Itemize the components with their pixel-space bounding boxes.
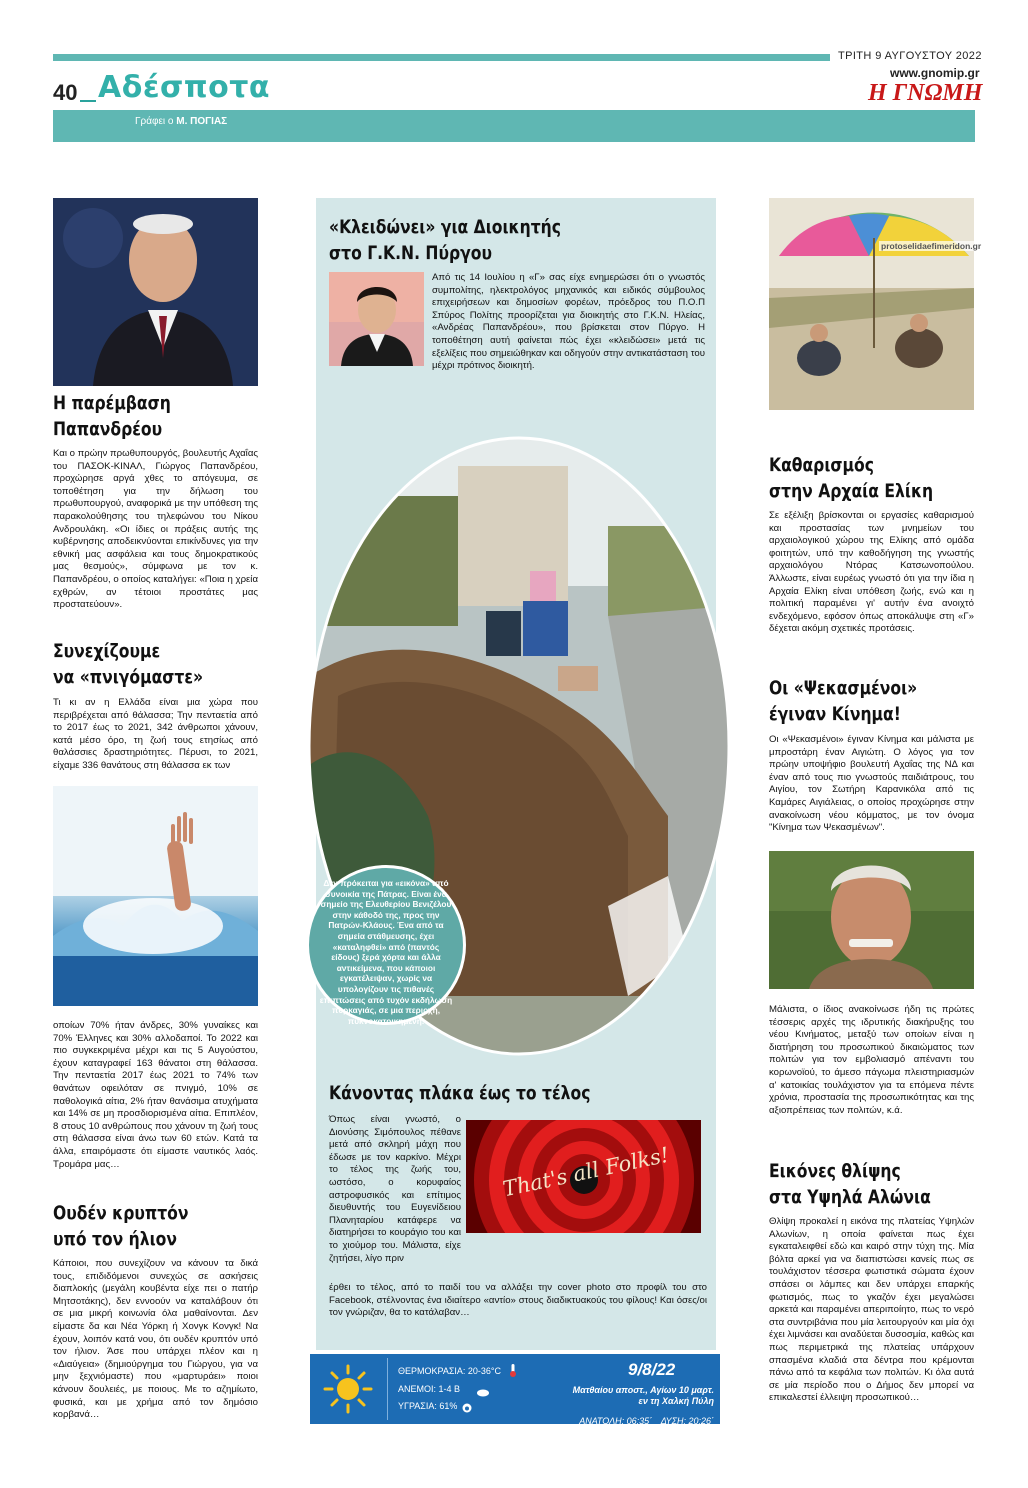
section-title: Αδέσποτα [98,70,270,105]
title-line-2: στα Υψηλά Αλώνια [769,1186,931,1208]
title-line-1: Οι «Ψεκασμένοι» [769,677,918,699]
article-ypsila-alonia-title [769,1158,931,1210]
photo-caption-text: Δεν πρόκειται για «εικόνα» από συνοικία της Πάτρας. Είναι ένα σημείο της Ελευθερίου Βενιζέλου στην κάθοδό της, προς την Πατρών-Κλάους. Ένα από τα σημεία στάθμευσης, έχει «καταληφθεί» από (παντός είδους) ξερά χόρτα και άλλα αντικείμενα, που κάποιοι εγκατέλειψαν, χωρίς να υπολογίζουν τις πιθανές επιπτώσεις από τυχόν εκδήλωση πυρκαγιάς, σε μια περιοχή, πυκνοκατοικημένη. [319,878,453,1026]
article-ypsila-alonia-body: Θλίψη προκαλεί η εικόνα της πλατείας Υψηλών Αλωνίων, η οποία φαίνεται πως έχει εγκαταλειφθεί εδώ και καιρό στην τύχη της. Μία βόλτα αρκεί για να διαπιστώσει κανείς πως σε τουλάχιστον τέσσερα φωτιστικά σώματα έχουν σπάσει οι λάμπες και δεν υπάρχει επαρκής φωτισμός, πως το γκαζόν έχει μεγαλώσει αρκετά και παραμένει απεριποίητο, πως το νερό στα συντριβάνια που μία λειτουργούν και μία όχι έχει λιμνάσει και αναδύεται δυσοσμία, καθώς και πως περιμετρικά της πλατείας υπάρχουν σπασμένα κλαδιά στα δέντρα που κρέμονται πάνω από τα κεφάλια των πολιτών. Κι όλα αυτά σε μία περίοδο που ο Δήμος δεν μπορεί να επικαλεστεί έλλειψη προσωπικού… [769,1216,974,1404]
papandreou-photo [53,198,258,386]
article-drowning-body-2: οποίων 70% ήταν άνδρες, 30% γυναίκες και 70% Έλληνες και 30% αλλοδαποί. Το 2022 και πιο συγκεκριμένα μέχρι και τις 5 Αυγούστου, έχουν καταγραφεί 163 θάνατοι στη θάλασσα. Την πενταετία 2017 έως 2021 το 74% των θανάτων οφειλόταν σε πνιγμό, 10% σε παθολογικά αίτια, 2% ήταν θανάσιμα ατυχήματα και 14% σε μη προσδιορισμένα αίτια. Επιπλέον, 8 στους 10 ανθρώπους που χάνουν τη ζωή τους στη θάλασσα είναι άνω των 60 ετών. Κατά τα άλλα, επαιρόμαστε ότι είμαστε ναυτικός λαός. Τρομάρα μας… [53,1020,258,1170]
weather-humidity: ΥΓΡΑΣΙΑ: 61% [398,1401,458,1411]
sunset-time: ΔΥΣΗ: 20:26΄ [660,1416,714,1426]
page-number: 40 [53,80,78,105]
sunrise-time: ΑΝΑΤΟΛΗ: 06:35΄ [579,1416,653,1426]
weather-date: 9/8/22 [628,1360,676,1379]
header-top-bar [53,54,830,61]
title-line-1: Εικόνες θλίψης [769,1160,901,1182]
article-sprayed-body-2: Μάλιστα, ο ίδιος ανακοίνωσε ήδη τις πρώτες τέσσερις αρχές της ιδρυτικής διακήρυξης του νέου Κινήματος, μεταξύ των οποίων είναι η διατήρηση του προσωπικού δικαιώματος των πολιτών για τον εμβολιασμό απέναντι του κορωνοϊού, το άμεσο πάγωμα πλειστηριασμών α' κατοικίας τουλάχιστον για τα επόμενα πέντε χρόνια, προστασία της προσωπικότητας και της αξιοπρέπειας των πολιτών, κ.ά. [769,1004,974,1116]
byline-author: Μ. ΠΟΓΙΑΣ [176,116,228,127]
drowning-hand-photo [53,786,258,1006]
site-url[interactable]: www.gnomip.gr [890,66,980,80]
humidity-icon [462,1400,472,1410]
article-joking-body-narrow: Όπως είναι γνωστό, ο Διονύσης Σιμόπουλος πέθανε μετά από σκληρή μάχη που έδωσε με τον καρκίνο. Μέχρι το τέλος της ζωής του, ωστόσο, ο κορυφαίος αστροφυσικός και επίτιμος διευθυντής του Ευγενίδειου Πλανηταρίου κατάφερε να διατηρήσει το κουράγιο του και το χιούμορ του. Μάλιστα, είχε ζητήσει, λίγο πριν [329,1114,461,1264]
article-nothing-hidden-title [53,1200,189,1252]
weather-temperature: ΘΕΡΜΟΚΡΑΣΙΑ: 20-36°C [398,1366,502,1376]
article-papandreou-body: Και ο πρώην πρωθυπουργός, βουλευτής Αχαΐας του ΠΑΣΟΚ-ΚΙΝΑΛ, Γιώργος Παπανδρέου, προχώρησε αργά χθες το απόγευμα, σε τοποθέτηση για την δήλωση του πρωθυπουργού, αναφορικά με την υπόθεση της παρακολούθησης του τηλεφώνου του Νίκου Ανδρουλάκη. «Οι ίδιες οι πράξεις αυτής της κυβέρνησης αποδεικνύονται επικίνδυνες για την εθνική μας ασφάλεια και τους δημοκρατικούς μας θεσμούς», σύμφωνα με τον κ. Παπανδρέου, ο οποίος καταλήγει: «Ποια η χρεία εχθρών, αν τέτοιοι προστάτες μας προστατεύουν». [53,448,258,611]
thermometer-icon [508,1364,518,1377]
title-line-1: «Κλειδώνει» για Διοικητής [329,216,561,238]
article-drowning-body-1: Τι κι αν η Ελλάδα είναι μια χώρα που περιβρέχεται από θάλασσα; Την πενταετία από το 2017 έως το 2021, 342 άνθρωποι χάνουν, κατά μέσο όρο, τη ζωή τους ετησίως από θαλάσσιες δραστηριότητες. Πέρυσι, το 2021, είχαμε 336 θανάτους στη θάλασσα εκ των [53,697,258,771]
article-eliki-title [769,452,933,504]
byline-prefix: Γράφει ο [135,116,174,127]
sun-icon [310,1354,387,1424]
title-line-2: να «πνιγόμαστε» [53,666,204,688]
title-line-2: υπό τον ήλιον [53,1228,177,1250]
article-eliki-body: Σε εξέλιξη βρίσκονται οι εργασίες καθαρισμού και προστασίας των μνημείων του αρχαιολογικού χώρου της Ελίκης από ομάδα φοιτητών, υπό την καθοδήγηση της γνωστής αρχαιολόγου Ντόρας Κατσωνοπούλου. Άλλωστε, είναι ευρέως γνωστό ότι για την ίδια η Αρχαία Ελίκη είναι υπόθεση ζωής, ενώ και η πολιτική παραμένει γι' αυτήν ένα ανοιχτό ενδεχόμενο, εφόσον όπως αποκάλυψε στη «Γ» δέχεται ακόμη σχετικές προτάσεις. [769,510,974,635]
title-line-1: Η παρέμβαση [53,392,171,414]
weather-separator [387,1358,388,1420]
weather-sun-times [538,1416,714,1426]
title-line-1: Καθαρισμός [769,454,874,476]
article-sprayed-body-1: Οι «Ψεκασμένοι» έγιναν Κίνημα και μάλιστα με μπροστάρη έναν Αιγιώτη. Ο λόγος για τον πρώην υποψήφιο βουλευτή Αχαΐας της ΝΔ και έναν από τους πιο γνωστούς παιδιάτρους, του Αιγίου, τον Σωτήρη Καρανικόλα από τις Καμάρες Αιγιάλειας, ο οποίος προχώρησε στην ανακοίνωση νέου κόμματος, με τον όνομα "Κίνημα των Ψεκασμένων". [769,734,974,834]
politis-portrait-photo [329,272,424,366]
title-line-2: Παπανδρέου [53,418,163,440]
page-number-underline [80,100,96,102]
watermark: protoselidaefimeridon.gr [881,241,982,251]
thats-all-folks-text: That's all Folks! [500,1142,672,1202]
article-papandreou-title [53,390,171,442]
weather-feast-days [544,1385,714,1407]
title-line-1: Συνεχίζουμε [53,640,161,662]
title-line-1: Ουδέν κρυπτόν [53,1202,189,1224]
article-joking-title: Κάνοντας πλάκα έως το τέλος [329,1082,591,1104]
article-director-body: Από τις 14 Ιουλίου η «Γ» σας είχε ενημερώσει ότι ο γνωστός συμπολίτης, ηλεκτρολόγος μηχανικός και ειδικός σύμβουλος επιχειρήσεων και δημοσίων φορέων, πρόεδρος του Π.Ο.Π Σπύρος Πολίτης προορίζεται για διοικητής στο Γ.Κ.Ν. Ηλείας, «Ανδρέας Παπανδρέου», που βρίσκεται στον Πύργο. Η τοποθέτηση αυτή φαίνεται πώς έχει «κλειδώσει» μετά τις εξελίξεις που σημειώθηκαν και οδηγούν στην αντικατάσταση του μέχρι πρότινος διοικητή. [432,272,705,372]
article-nothing-hidden-body: Κάποιοι, που συνεχίζουν να κάνουν τα δικά τους, επιδιδόμενοι συνεχώς σε ασκήσεις διαπλοκής (μεγάλη κουβέντα είχε πει ο πατήρ Μητσοτάκης), δεν εννοούν να καταλάβουν ότι σε μια μικρή κοινωνία όλα μαθαίνονται. Δεν είμαστε δα και Νέα Υόρκη ή Χονγκ Κονγκ! Να έχουν, λοιπόν κατά νου, ότι ουδέν κρυπτόν υπό τον ήλιον. Άσε που υπάρχει πλέον και η «Διαύγεια» (δημιούργημα του Γιώργου, για να μην ξεχνιόμαστε) που «μαρτυράει» ποιοι κάνουν δουλειές, με ποιους. Με το αζημίωτο, φυσικά, και με χρήμα από τον δημόσιο κορβανά… [53,1258,258,1421]
ancient-eliki-photo [769,198,974,410]
thats-all-folks-image [466,1120,701,1233]
weather-wind: ΑΝΕΜΟΙ: 1-4 B [398,1384,461,1394]
article-sprayed-title [769,675,917,727]
title-line-2: στο Γ.Κ.Ν. Πύργου [329,242,492,264]
article-joking-body-wide: έρθει το τέλος, από το παιδί του να αλλάξει την cover photo στο προφίλ του στο Facebook, στέλνοντας ένα ιδιαίτερο «αντίο» στους διαδικτυακούς του φίλους! Και όσες/οι τον γνώριζαν, θα το κατάλαβαν… [329,1282,707,1319]
newspaper-logo: Η ΓΝΩΜΗ [868,80,983,106]
article-director-title [329,214,561,266]
karanikolas-photo [769,851,974,989]
feast-line-1: Ματθαίου αποστ., Αγίων 10 μαρτ. [572,1385,714,1395]
article-drowning-title [53,638,203,690]
title-line-2: έγιναν Κίνημα! [769,703,901,725]
title-line-2: στην Αρχαία Ελίκη [769,480,934,502]
byline [135,116,227,127]
issue-date: ΤΡΙΤΗ 9 ΑΥΓΟΥΣΤΟΥ 2022 [838,50,982,62]
feast-line-2: εν τη Χαλκή Πύλη [638,1396,714,1406]
wind-icon [476,1384,490,1393]
